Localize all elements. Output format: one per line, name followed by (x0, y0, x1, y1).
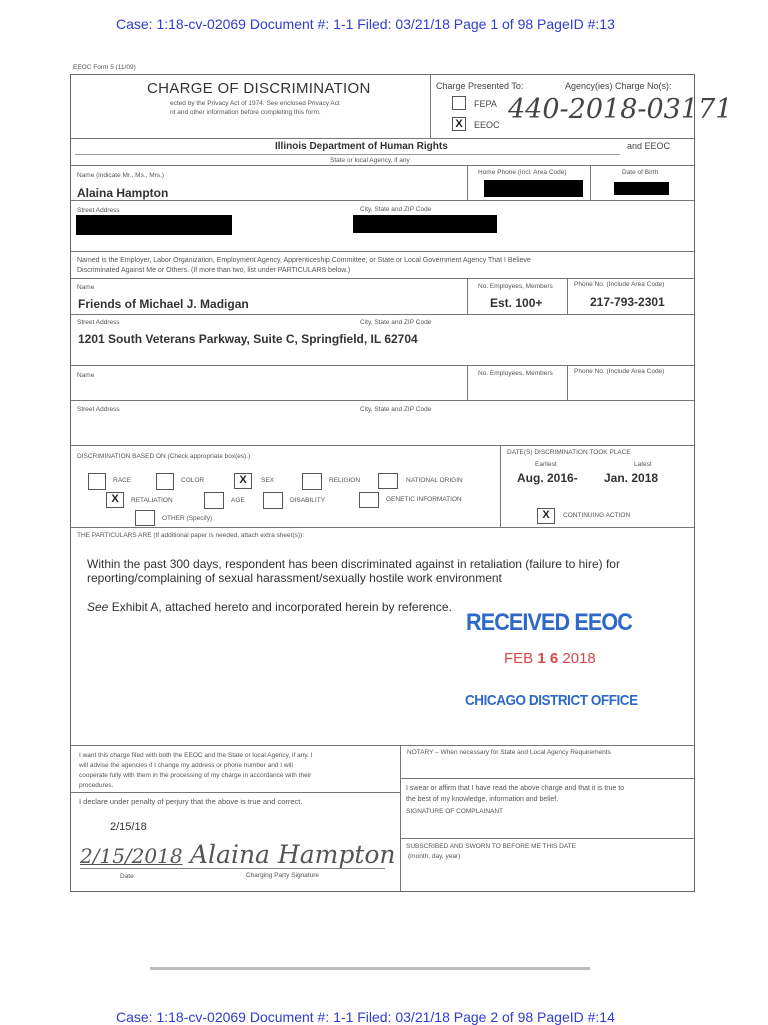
home-phone-label: Home Phone (Incl. Area Code) (478, 169, 567, 176)
respondent-employees-label: No. Employees, Members (478, 283, 553, 290)
stamp-day: 1 6 (537, 650, 559, 667)
case-header: Case: 1:18-cv-02069 Document #: 1-1 Filed: 03/21/18 Page 1 of 98 PageID #:13 (116, 16, 615, 32)
redacted-dob (614, 182, 669, 195)
redacted-phone (484, 180, 583, 197)
complainant-name-label: Name (indicate Mr., Ms., Mrs.) (77, 172, 165, 179)
latest-label: Latest (634, 461, 652, 468)
notary-label: NOTARY – When necessary for State and Local Agency Requirements (407, 749, 611, 756)
and-eeoc: and EEOC (627, 141, 671, 151)
month-day-year-label: (month, day, year) (408, 853, 461, 860)
other-checkbox[interactable] (135, 510, 155, 526)
disability-label: DISABILITY (290, 497, 326, 504)
respondent2-employees-label: No. Employees, Members (478, 370, 553, 377)
genetic-checkbox[interactable] (359, 492, 379, 508)
national-origin-label: NATIONAL ORIGIN (406, 477, 463, 484)
disability-checkbox[interactable] (263, 492, 283, 509)
date-label: Date (120, 873, 134, 880)
age-label: AGE (231, 497, 245, 504)
particulars-exhibit: Exhibit A, attached hereto and incorporated herein by reference. (111, 600, 452, 614)
respondent2-name-label: Name (77, 372, 95, 379)
stamp-date (504, 650, 596, 667)
privacy-line-1: ected by the Privacy Act of 1974. See enclosed Privacy Act (170, 100, 340, 107)
typed-date: 2/15/18 (110, 821, 147, 833)
want-line-2: will advise the agencies if I change my address or phone number and I will (79, 762, 293, 769)
respondent2-street-label: Street Address (77, 406, 120, 413)
respondent2-phone-label: Phone No. (Include Area Code) (574, 368, 665, 375)
respondent2-city-label: City, State and ZIP Code (360, 406, 432, 413)
form-title: CHARGE OF DISCRIMINATION (147, 80, 371, 97)
dob-label: Date of Birth (622, 169, 659, 176)
basis-label: DISCRIMINATION BASED ON (Check appropriate box(es).) (77, 453, 251, 460)
fepa-checkbox[interactable] (452, 96, 466, 110)
stamp-year: 2018 (562, 650, 596, 667)
genetic-label: GENETIC INFORMATION (386, 496, 462, 503)
named-text-1: Named is the Employer, Labor Organization, Employment Agency, Apprenticeship Committee, or State or Local Government Agency That I Believe (77, 257, 531, 264)
color-checkbox[interactable] (156, 473, 174, 490)
charge-presented-label: Charge Presented To: (436, 81, 524, 91)
privacy-line-2: nt and other information before completing this form. (170, 109, 321, 116)
continuing-checkbox[interactable]: X (537, 508, 555, 524)
want-line-3: cooperate fully with them in the processing of my charge in accordance with their (79, 772, 312, 779)
sex-checkbox[interactable]: X (234, 473, 252, 489)
state-agency-caption: State or local Agency, if any (330, 157, 410, 164)
particulars-line-2: reporting/complaining of sexual harassment/sexually hostile work environment (87, 571, 502, 585)
complainant-city-label: City, State and ZIP Code (360, 206, 432, 213)
signature-label: Charging Party Signature (246, 872, 319, 879)
respondent-city-label: City, State and ZIP Code (360, 319, 432, 326)
respondent-phone: 217-793-2301 (590, 295, 665, 309)
race-label: RACE (113, 477, 132, 484)
handwritten-date: 2/15/2018 (80, 844, 183, 868)
declare-text: I declare under penalty of perjury that the above is true and correct. (79, 797, 303, 806)
respondent-employees: Est. 100+ (490, 296, 543, 310)
latest-date: Jan. 2018 (604, 471, 659, 485)
charge-number: 440-2018-03171 (508, 94, 733, 125)
swear-line-1: I swear or affirm that I have read the above charge and that it is true to (406, 785, 625, 792)
signature-complainant-label: SIGNATURE OF COMPLAINANT (406, 808, 504, 815)
page-edge (150, 967, 590, 970)
retaliation-checkbox[interactable]: X (106, 492, 124, 508)
religion-label: RELIGION (329, 477, 361, 484)
subscribed-label: SUBSCRIBED AND SWORN TO BEFORE ME THIS DATE (406, 843, 576, 850)
particulars-exhibit-line (87, 600, 452, 614)
redacted-street (76, 215, 232, 235)
race-checkbox[interactable] (88, 473, 106, 490)
respondent-street-label: Street Address (77, 319, 120, 326)
want-line-4: procedures. (79, 782, 114, 789)
case-footer: Case: 1:18-cv-02069 Document #: 1-1 Filed: 03/21/18 Page 2 of 98 PageID #:14 (116, 1009, 615, 1025)
complainant-street-label: Street Address (77, 207, 120, 214)
earliest-label: Earliest (535, 461, 557, 468)
named-text-2: Discriminated Against Me or Others. (If more than two, list under PARTICULARS below.) (77, 267, 351, 274)
particulars-line-1: Within the past 300 days, respondent has been discriminated against in retaliation (failure to hire) for (87, 557, 620, 571)
color-label: COLOR (181, 477, 205, 484)
retaliation-label: RETALIATION (131, 497, 173, 504)
respondent-phone-label: Phone No. (Include Area Code) (574, 281, 665, 288)
respondent-address: 1201 South Veterans Parkway, Suite C, Springfield, IL 62704 (78, 332, 418, 346)
agency-charge-label: Agency(ies) Charge No(s): (565, 81, 672, 91)
other-label: OTHER (Specify) (162, 515, 213, 522)
sex-label: SEX (261, 477, 275, 484)
eeoc-label: EEOC (474, 120, 500, 130)
state-agency: Illinois Department of Human Rights (275, 141, 448, 152)
dates-label: DATE(S) DISCRIMINATION TOOK PLACE (507, 449, 631, 456)
want-line-1: I want this charge filed with both the EEOC and the State or local Agency, if any. I (79, 752, 313, 759)
respondent-name-label: Name (77, 284, 95, 291)
stamp-received: RECEIVED EEOC (466, 609, 632, 636)
eeoc-checkbox[interactable]: X (452, 117, 466, 131)
particulars-label: THE PARTICULARS ARE (If additional paper is needed, attach extra sheet(s)): (77, 532, 305, 539)
age-checkbox[interactable] (204, 492, 224, 509)
national-origin-checkbox[interactable] (378, 473, 398, 489)
stamp-office: CHICAGO DISTRICT OFFICE (465, 692, 638, 709)
particulars-see: See (87, 600, 109, 614)
form-id: EEOC Form 5 (11/09) (73, 64, 136, 71)
complainant-name: Alaina Hampton (77, 186, 169, 200)
earliest-date: Aug. 2016- (517, 471, 578, 485)
religion-checkbox[interactable] (302, 473, 322, 490)
redacted-city (353, 215, 497, 233)
swear-line-2: the best of my knowledge, information and belief. (406, 796, 559, 803)
handwritten-signature: Alaina Hampton (190, 840, 396, 869)
continuing-label: CONTINUING ACTION (563, 512, 631, 519)
fepa-label: FEPA (474, 99, 497, 109)
stamp-month: FEB (504, 650, 534, 667)
respondent-name: Friends of Michael J. Madigan (78, 297, 249, 311)
